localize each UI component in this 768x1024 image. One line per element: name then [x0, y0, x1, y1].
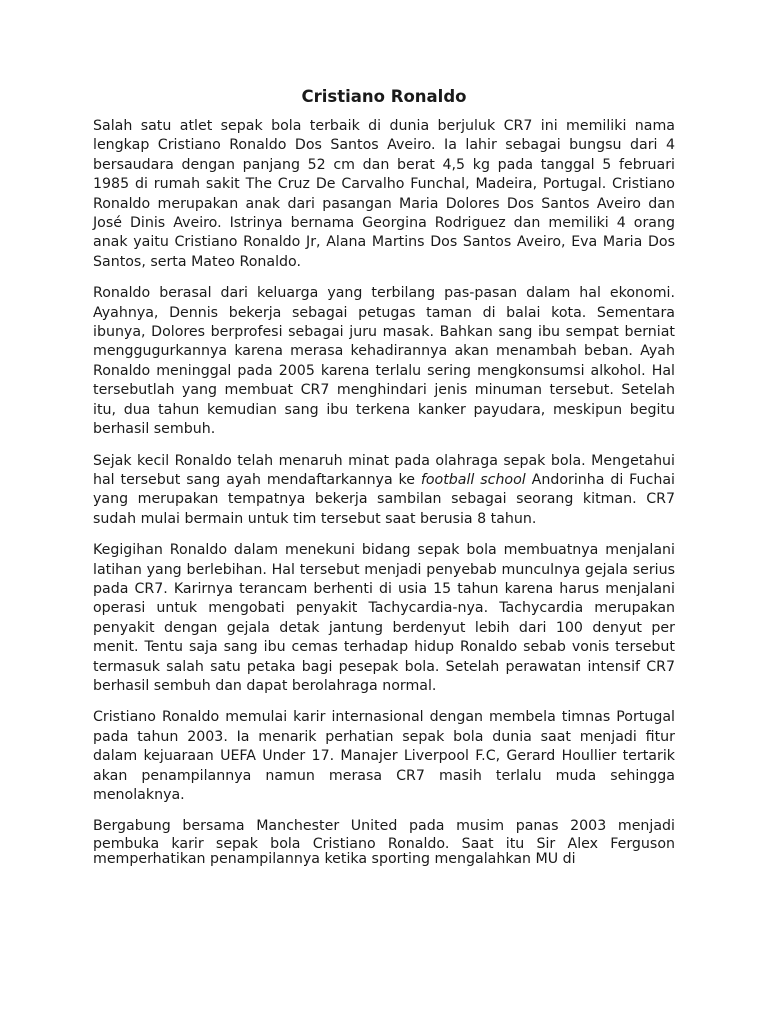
paragraph-early-football: [93, 452, 675, 530]
paragraph-family-background: Ronaldo berasal dari keluarga yang terbilang pas-pasan dalam hal ekonomi. Ayahnya, Dennis bekerja sebagai petugas taman di balai kota. Sementara ibunya, Dolores berprofesi sebagai juru masak. Bahkan sang ibu sempat berniat menggugurkannya karena merasa kehadirannya akan menambah beban. Ayah Ronaldo meninggal pada 2005 karena terlalu sering mengkonsumsi alkohol. Hal tersebutlah yang membuat CR7 menghindari jenis minuman tersebut. Setelah itu, dua tahun kemudian sang ibu terkena kanker payudara, meskipun begitu berhasil sembuh.: [93, 285, 675, 438]
paragraph-international-career: Cristiano Ronaldo memulai karir internasional dengan membela timnas Portugal pada tahun 2003. Ia menarik perhatian sepak bola dunia saat menjadi fitur dalam kejuaraan UEFA Under 17. Manajer Liverpool F.C, Gerard Houllier tertarik akan penampilannya namun merasa CR7 masih terlalu muda sehingga menolaknya.: [93, 709, 675, 803]
paragraph-tachycardia: Kegigihan Ronaldo dalam menekuni bidang sepak bola membuatnya menjalani latihan yang berlebihan. Hal tersebut menjadi penyebab munculnya gejala serius pada CR7. Karirnya terancam berhenti di usia 15 tahun karena harus menjalani operasi untuk mengobati penyakit Tachycardia-nya. Tachycardia merupakan penyakit dengan gejala detak jantung berdenyut lebih dari 100 denyut per menit. Tentu saja sang ibu cemas terhadap hidup Ronaldo sebab vonis tersebut termasuk salah satu petaka bagi pesepak bola. Setelah perawatan intensif CR7 berhasil sembuh dan dapat berolahraga normal.: [93, 542, 675, 694]
paragraph-biography: Salah satu atlet sepak bola terbaik di dunia berjuluk CR7 ini memiliki nama lengkap Cristiano Ronaldo Dos Santos Aveiro. Ia lahir sebagai bungsu dari 4 bersaudara dengan panjang 52 cm dan berat 4,5 kg pada tanggal 5 februari 1985 di rumah sakit The Cruz De Carvalho Funchal, Madeira, Portugal. Cristiano Ronaldo merupakan anak dari pasangan Maria Dolores Dos Santos Aveiro dan José Dinis Aveiro. Istrinya bernama Georgina Rodriguez dan memiliki 4 orang anak yaitu Cristiano Ronaldo Jr, Alana Martins Dos Santos Aveiro, Eva Maria Dos Santos, serta Mateo Ronaldo.: [93, 118, 675, 270]
paragraph-manchester-united-rest: pembuka karir sepak bola Cristiano Ronaldo. Saat itu Sir Alex Ferguson memperhatikan penampilannya ketika sporting mengalahkan MU di: [93, 835, 675, 868]
paragraph-early-football-text-2: Andorinha di Fuchai yang merupakan tempatnya bekerja sambilan sebagai seorang kitman. CR7 sudah mulai bermain untuk tim tersebut saat berusia 8 tahun.: [93, 471, 675, 527]
document-page: [93, 86, 675, 880]
document-title: Cristiano Ronaldo: [301, 87, 467, 106]
football-school-term: football school: [420, 471, 526, 488]
paragraph-manchester-united-line-1: Bergabung bersama Manchester United pada musim panas 2003 menjadi: [93, 818, 675, 835]
paragraph-early-football-text-1: Sejak kecil Ronaldo telah menaruh minat pada olahraga sepak bola. Mengetahui hal tersebut sang ayah mendaftarkannya ke: [93, 452, 675, 488]
paragraph-manchester-united: [93, 817, 675, 867]
